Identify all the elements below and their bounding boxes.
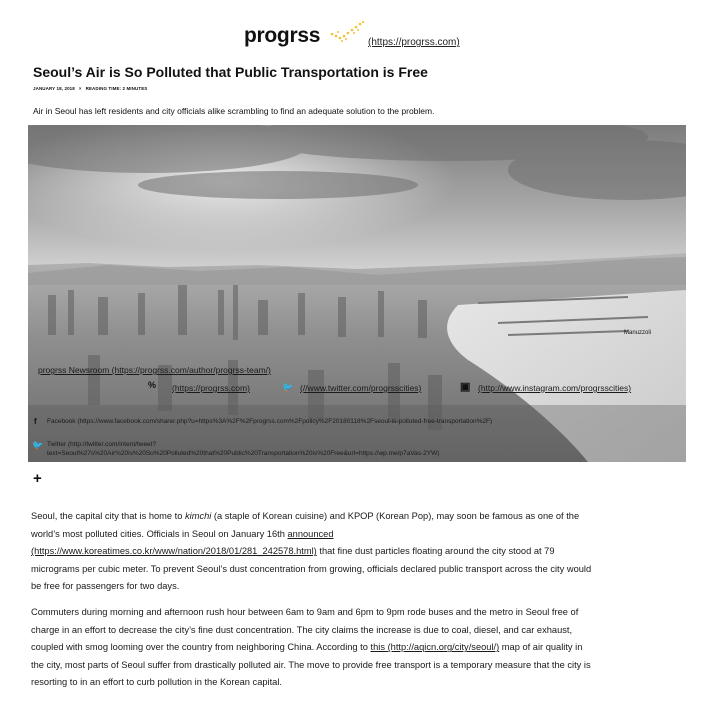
facebook-share-link[interactable]: Facebook (https://www.facebook.com/sharer.php?u=https%3A%2F%2Fprogrss.com%2Fpolicy%2F20180118%2Fseoul-is-polluted-free-transportation%2F) — [47, 418, 493, 425]
website-link[interactable]: (https://progrss.com) — [172, 383, 250, 393]
twitter-profile-link[interactable]: (//www.twitter.com/progrsscities) — [300, 383, 422, 393]
body-line — [31, 639, 691, 657]
twitter-bird-icon: 🐦 — [282, 382, 294, 392]
facebook-icon: f — [34, 417, 37, 426]
body-line: the city, most parts of Seoul suffer from drastically polluted air. The move to provide free transport is a temporary measure that the city is — [31, 659, 591, 670]
article-title: Seoul’s Air is So Polluted that Public Transportation is Free — [33, 64, 428, 80]
article-meta — [33, 86, 147, 91]
twitter-icon: 🐦 — [32, 440, 44, 450]
site-link[interactable]: (https://progrss.com) — [368, 37, 460, 48]
body-line — [31, 508, 691, 526]
hero-image — [28, 125, 686, 462]
site-logo[interactable]: progrss — [244, 24, 321, 47]
body-text: coupled with smog looming over the country from neighboring China. According to — [31, 642, 371, 653]
logo-dots-icon — [328, 20, 368, 46]
body-text: world’s most polluted cities. Officials in Seoul on January 16th — [31, 528, 288, 539]
koreatimes-link[interactable]: (https://www.koreatimes.co.kr/www/nation/2018/01/281_242578.html) — [31, 546, 317, 557]
body-line: charge in an effort to decrease the city’s fine dust concentration. The city claims the increase is due to coal, diesel, and car exhaust, — [31, 624, 573, 635]
seoul-skyline-photo — [28, 125, 686, 462]
expand-plus-icon[interactable]: + — [33, 470, 42, 487]
body-text: map of air quality in — [499, 642, 583, 653]
instagram-link[interactable]: (http://www.instagram.com/progrsscities) — [478, 383, 632, 393]
image-credit: Manuzzoli — [624, 330, 652, 336]
body-paragraph-2 — [31, 604, 691, 692]
body-line: resorting to in an effort to curb pollution in the Korean capital. — [31, 677, 282, 688]
twitter-share-link-line1[interactable]: Twitter (http://twitter.com/intent/tweet? — [47, 441, 157, 448]
body-text: Seoul, the capital city that is home to — [31, 511, 185, 521]
body-text: (a staple of Korean cuisine) and KPOP (Korean Pop), may soon be famous as one of the — [211, 511, 580, 521]
body-line — [31, 543, 691, 561]
article-subtitle: Air in Seoul has left residents and city officials alike scrambling to find an adequate solution to the problem. — [33, 106, 435, 116]
body-line: micrograms per cubic meter. To prevent Seoul’s dust concentration from growing, officials declared public transport across the city would — [31, 563, 592, 574]
body-paragraph-1 — [31, 508, 691, 596]
meta-separator: × — [78, 86, 82, 91]
body-line: be free for passengers for two days. — [31, 581, 180, 592]
body-text: that fine dust particles floating around the city stood at 79 — [316, 546, 555, 557]
twitter-share-link-line2[interactable]: text=Seoul%27s%20Air%20is%20So%20Polluted%20that%20Public%20Transportation%20is%20Free&url=https://wp.me/p7aVas-2YW) — [47, 450, 440, 457]
body-line — [31, 526, 691, 544]
body-line: Commuters during morning and afternoon rush hour between 6am to 9am and 6pm to 9pm rode buses and the metro in Seoul free of — [31, 607, 579, 617]
link-icon: % — [148, 380, 157, 390]
aqicn-link[interactable]: this (http://aqicn.org/city/seoul/) — [370, 642, 500, 653]
article-date: JANUARY 18, 2018 — [33, 86, 75, 91]
site-header — [0, 20, 708, 54]
instagram-icon: ▣ — [460, 381, 471, 393]
announced-link[interactable]: announced — [287, 528, 334, 539]
reading-time: READING TIME: 2 MINUTES — [85, 86, 148, 91]
body-emphasis: kimchi — [185, 511, 212, 521]
author-link[interactable]: progrss Newsroom (https://progrss.com/author/progrss-team/) — [38, 365, 271, 375]
